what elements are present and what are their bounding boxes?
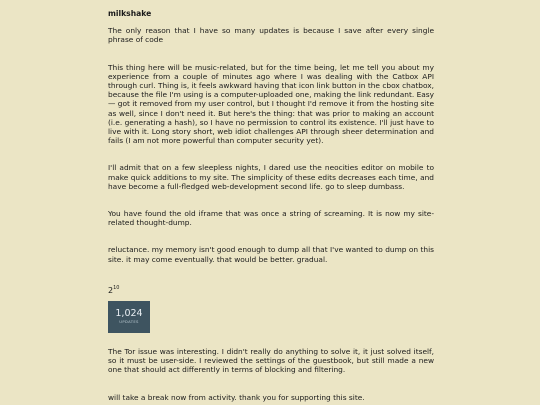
entry-text: will take a break now from activity. thank you for supporting this site.: [108, 392, 365, 402]
update-counter-value: 1,024: [115, 308, 143, 320]
entry-text: The Tor issue was interesting. I didn't really do anything to solve it, it just solved itself, so it must be user-side. I reviewed the settings of the guestbook, but still made a new one that should act differently in terms of blocking and filtering.: [108, 347, 434, 375]
entry-text: The only reason that I have so many updates is because I save after every single phrase of code: [108, 26, 434, 45]
power-base: 2: [108, 285, 114, 295]
update-counter-label: UPDATES: [119, 319, 139, 325]
page-content: [108, 9, 434, 402]
entry-text: I'll admit that on a few sleepless nights, I dared use the neocities editor on mobile to make quick additions to my site. The simplicity of these edits decreases each time, and have become a full-fledged web-development second life. go to sleep dumbass.: [108, 163, 434, 191]
power-exponent: 10: [113, 284, 120, 291]
entry-text: You have found the old iframe that was once a string of screaming. It is now my site-related thought-dump.: [108, 209, 434, 228]
entry-text: reluctance. my memory isn't good enough to dump all that I've wanted to dump on this site. it may come eventually. that would be better. gradual.: [108, 245, 434, 264]
page-title: milkshake: [108, 9, 152, 18]
update-counter-badge: [108, 301, 150, 333]
power-of-two-label: [108, 284, 434, 295]
entry-text: This thing here will be music-related, but for the time being, let me tell you about my experience from a couple of minutes ago where I was dealing with the Catbox API through curl. Thing is, it feels awkward having that icon link button in the cbox chatbox, because the file I'm using is a computer-uploaded one, making the link redundant. Easy — got it removed from my user control, but I thought I'd remove it from the hosting site as well, since I don't need it. But here's the thing: that was prior to making an account (i.e. generating a hash), so I have no permission to control its existence. I'll just have to live with it. Long story short, web idiot challenges API through sheer determination and fails (I am not more powerful than computer security yet).: [108, 62, 434, 146]
